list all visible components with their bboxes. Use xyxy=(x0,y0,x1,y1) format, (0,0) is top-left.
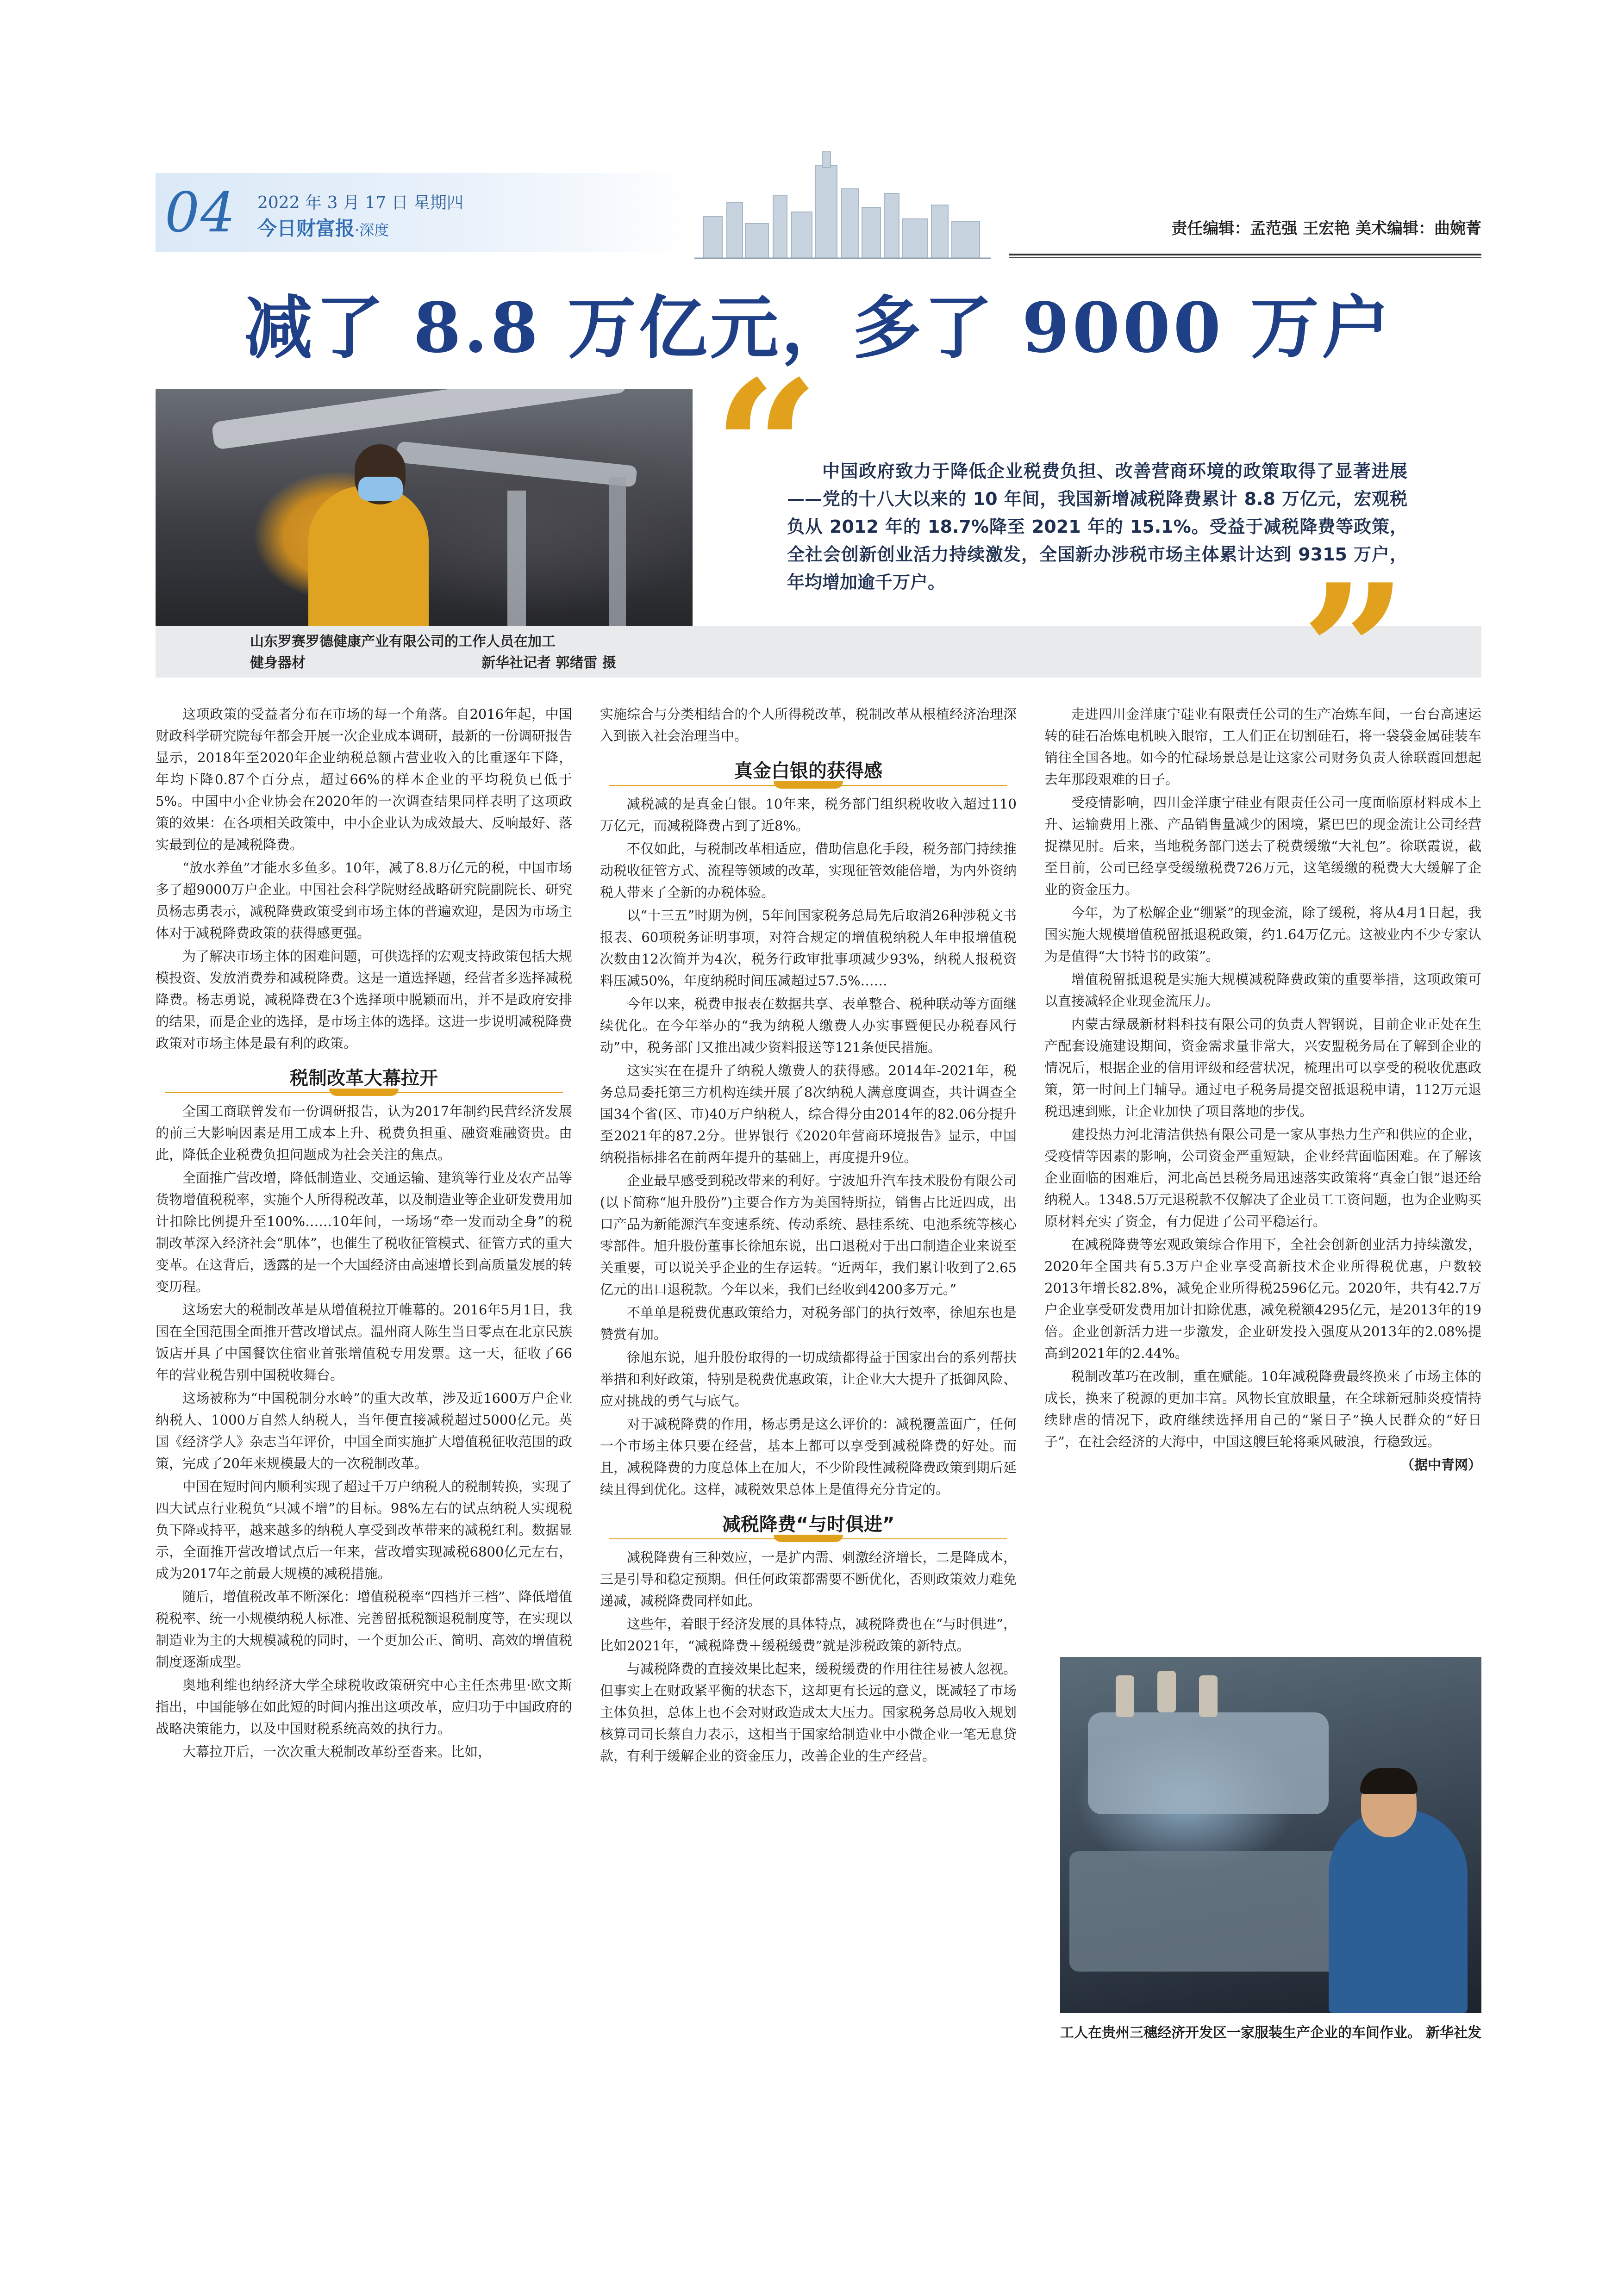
article-paragraph: 大幕拉开后，一次次重大税制改革纷至沓来。比如， xyxy=(182,1744,492,1760)
col2-paragraphs-b xyxy=(600,793,1017,1500)
factory-photo-caption xyxy=(1060,2022,1481,2069)
factory-photo-caption-text: 工人在贵州三穗经济开发区一家服装生产企业的车间作业。 xyxy=(1060,2025,1421,2041)
issue-date: 2022 年 3 月 17 日 星期四 xyxy=(257,193,463,212)
article-paragraph: 走进四川金洋康宁硅业有限责任公司的生产冶炼车间，一台台高速运转的硅石冶炼电机映入眼帘，工人们正在切割硅石，将一袋袋金属硅装车销往全国各地。如今的忙碌场景总是让这家公司财务负责人徐联霞回想起去年那段艰难的日子。 xyxy=(1044,706,1481,787)
article-paragraph: 这场被称为“中国税制分水岭”的重大改革，涉及近1600万户企业纳税人、1000万自然人纳税人，当年便直接减税超过5000亿元。英国《经济学人》杂志当年评价，中国全面实施扩大增值税征收范围的政策，完成了20年来规模最大的一次税制改革。 xyxy=(156,1390,572,1471)
pull-quote: 中国政府致力于降低企业税费负担、改善营商环境的政策取得了显著进展——党的十八大以来的 10 年间，我国新增减税降费累计 8.8 万亿元，宏观税负从 2012 年的 18.7%降至 2021 年的 15.1%。受益于减税降费等政策，全社会创新创业活力持续激发，全国新办涉税市场主体累计达到 9315 万户，年均增加逾千万户。 xyxy=(787,461,1407,592)
section-title-2-text: 真金白银的获得感 xyxy=(734,760,882,782)
page-number: 04 xyxy=(165,180,237,244)
article-paragraph: 实施综合与分类相结合的个人所得税改革，税制改革从根植经济治理深入到嵌入社会治理当中。 xyxy=(600,706,1017,744)
article-paragraph: 企业最早感受到税改带来的利好。宁波旭升汽车技术股份有限公司(以下简称“旭升股份”)主要合作方为美国特斯拉，销售占比近四成，出口产品为新能源汽车变速系统、传动系统、悬挂系统、电池系统等核心零部件。旭升股份董事长徐旭东说，出口退税对于出口制造企业来说至关重要，可以说关乎企业的生存运转。“近两年，我们累计收到了2.65亿元的出口退税款。今年以来，我们已经收到4200多万元。” xyxy=(600,1173,1017,1297)
section-name-main: 今日财富报 xyxy=(257,217,355,240)
section-name xyxy=(257,217,498,241)
headline: 减了 8.8 万亿元，多了 9000 万户 xyxy=(244,287,1393,368)
lead-caption-line2: 健身器材 xyxy=(250,655,306,671)
skyline-illustration xyxy=(694,147,991,259)
article-paragraph: 与减税降费的直接效果比起来，缓税缓费的作用往往易被人忽视。但事实上在财政紧平衡的状态下，这却更有长远的意义，既减轻了市场主体负担，总体上也不会对财政造成太大压力。国家税务总局收入规划核算司司长蔡自力表示，这相当于国家给制造业中小微企业一笔无息贷款，有利于缓解企业的资金压力，改善企业的生产经营。 xyxy=(600,1661,1017,1764)
article-paragraph: 减税降费有三种效应，一是扩内需、刺激经济增长，二是降成本，三是引导和稳定预期。但任何政策都需要不断优化，否则政策效力难免递减，减税降费同样如此。 xyxy=(600,1549,1017,1609)
section-name-sub: ·深度 xyxy=(355,221,389,239)
editors-credit: 责任编辑：孟范强 王宏艳 美术编辑：曲婉菁 xyxy=(1171,219,1481,238)
article-paragraph: 不单单是税费优惠政策给力，对税务部门的执行效率，徐旭东也是赞赏有加。 xyxy=(600,1305,1017,1342)
lead-photo-caption xyxy=(250,631,690,676)
lead-caption-line1: 山东罗赛罗德健康产业有限公司的工作人员在加工 xyxy=(250,634,556,650)
article-paragraph: 这实实在在提升了纳税人缴费人的获得感。2014年-2021年，税务总局委托第三方机构连续开展了8次纳税人满意度调查，共计调查全国34个省(区、市)40万户纳税人，综合得分由2014年的82.06分提升至2021年的87.2分。世界银行《2020年营商环境报告》显示，中国纳税指标排名在前两年提升的基础上，再度提升9位。 xyxy=(600,1063,1017,1165)
article-paragraph: 全国工商联曾发布一份调研报告，认为2017年制约民营经济发展的前三大影响因素是用工成本上升、税费负担重、融资难融资贵。由此，降低企业税费负担问题成为社会关注的焦点。 xyxy=(156,1103,572,1163)
article-paragraph: 增值税留抵退税是实施大规模减税降费政策的重要举措，这项政策可以直接减轻企业现金流压力。 xyxy=(1044,971,1481,1009)
section-title-2-ornament xyxy=(774,781,843,789)
lead-photo-credit: 新华社记者 郭绪雷 摄 xyxy=(481,655,616,671)
article-paragraph: 今年以来，税费申报表在数据共享、表单整合、税种联动等方面继续优化。在今年举办的“我为纳税人缴费人办实事暨便民办税春风行动”中，税务部门又推出减少资料报送等121条便民措施。 xyxy=(600,996,1017,1055)
article-paragraph: 不仅如此，与税制改革相适应，借助信息化手段，税务部门持续推动税收征管方式、流程等领域的改革，实现征管效能倍增，为内外资纳税人带来了全新的办税体验。 xyxy=(600,841,1017,900)
article-paragraph: 随后，增值税改革不断深化：增值税税率“四档并三档”、降低增值税税率、统一小规模纳税人标准、完善留抵税额退税制度等，在实现以制造业为主的大规模减税的同时，一个更加公正、简明、高效的增值税制度逐渐成型。 xyxy=(156,1589,572,1670)
article-paragraph: 对于减税降费的作用，杨志勇是这么评价的：减税覆盖面广，任何一个市场主体只要在经营，基本上都可以享受到减税降费的好处。而且，减税降费的力度总体上在加大，不少阶段性减税降费政策到期后延续且得到优化。这样，减税效果总体上是值得充分肯定的。 xyxy=(600,1416,1017,1497)
section-title-1 xyxy=(156,1064,572,1092)
col3-paragraphs xyxy=(1044,703,1481,1453)
section-title-1-ornament xyxy=(329,1089,399,1096)
col1-paragraphs-b xyxy=(156,1101,572,1763)
article-paragraph: 这些年，着眼于经济发展的具体特点，减税降费也在“与时俱进”，比如2021年，“减税降费＋缓税缓费”就是涉税政策的新特点。 xyxy=(600,1616,1017,1654)
quote-open-mark: “ xyxy=(713,340,820,558)
article-paragraph: 中国在短时间内顺利实现了超过千万户纳税人的税制转换，实现了四大试点行业税负“只减不增”的目标。98%左右的试点纳税人实现税负下降或持平，越来越多的纳税人享受到改革带来的减税红利。数据显示，全面推开营改增试点后一年来，营改增实现减税6800亿元左右，成为2017年之前最大规模的减税措施。 xyxy=(156,1479,572,1581)
section-title-3 xyxy=(600,1511,1017,1538)
article-paragraph: 内蒙古绿晟新材料科技有限公司的负责人智钢说，目前企业正处在生产配套设施建设期间，资金需求量非常大，兴安盟税务局在了解到企业的情况后，根据企业的信用评级和经营状况，梳理出可以享受的税收优惠政策，第一时间上门辅导。通过电子税务局提交留抵退税申请，112万元退税迅速到账，让企业加快了项目落地的步伐。 xyxy=(1044,1016,1481,1119)
section-title-3-text: 减税降费“与时俱进” xyxy=(722,1514,895,1535)
factory-photo-credit: 新华社发 xyxy=(1426,2025,1481,2041)
article-paragraph: 建投热力河北清洁供热有限公司是一家从事热力生产和供应的企业，受疫情等因素的影响，公司资金严重短缺，企业经营面临困难。在了解该企业面临的困难后，河北高邑县税务局迅速落实政策将“真金白银”退还给纳税人。1348.5万元退税款不仅解决了企业员工工资问题，也为企业购买原材料充实了资金，有力促进了公司平稳运行。 xyxy=(1044,1126,1481,1229)
article-paragraph: 在减税降费等宏观政策综合作用下，全社会创新创业活力持续激发，2020年全国共有5.3万户企业享受高新技术企业所得税优惠，户数较2013年增长82.8%，减免企业所得税2596亿元。2020年，共有42.7万户企业享受研发费用加计扣除优惠，减免税额4295亿元，是2013年的19倍。企业创新活力进一步激发，企业研发投入强度从2013年的2.08%提高到2021年的2.44%。 xyxy=(1044,1237,1481,1361)
section-title-2 xyxy=(600,757,1017,785)
article-column-3 xyxy=(1044,703,1481,1648)
article-paragraph: 奥地利维也纳经济大学全球税收政策研究中心主任杰弗里·欧文斯指出，中国能够在如此短的时间内推出这项改革，应归功于中国政府的战略决策能力，以及中国财税系统高效的执行力。 xyxy=(156,1677,572,1736)
article-column-2 xyxy=(600,703,1017,2194)
factory-photo xyxy=(1060,1657,1481,2013)
section-title-1-text: 税制改革大幕拉开 xyxy=(290,1068,438,1089)
quote-close-mark: ” xyxy=(1301,544,1408,761)
lead-photo xyxy=(156,389,693,626)
article-paragraph: 全面推广营改增，降低制造业、交通运输、建筑等行业及农产品等货物增值税税率，实施个人所得税改革，以及制造业等企业研发费用加计扣除比例提升至100%……10年间，一场场“牵一发而动全身”的税制改革深入经济社会“肌体”，也催生了税收征管模式、征管方式的重大变革。在这背后，透露的是一个大国经济由高速增长到高质量发展的转变历程。 xyxy=(156,1170,572,1294)
header-rule-thin xyxy=(1009,257,1481,258)
col2-paragraphs-c xyxy=(600,1547,1017,1767)
article-paragraph: 这项政策的受益者分布在市场的每一个角落。自2016年起，中国财政科学研究院每年都会开展一次企业成本调研，最新的一份调研报告显示，2018年至2020年企业纳税总额占营业收入的比重逐年下降，年均下降0.87个百分点，超过66%的样本企业的平均税负已低于5%。中国中小企业协会在2020年的一次调查结果同样表明了这项政策的效果：在各项相关政策中，中小企业认为成效最大、反响最好、落实最到位的是减税降费。 xyxy=(156,706,572,852)
article-paragraph: 为了解决市场主体的困难问题，可供选择的宏观支持政策包括大规模投资、发放消费券和减税降费。这是一道选择题，经营者多选择减税降费。杨志勇说，减税降费在3个选择项中脱颖而出，并不是政府安排的结果，而是企业的选择，是市场主体的选择。这进一步说明减税降费政策对市场主体是最有利的政策。 xyxy=(156,948,572,1051)
section-title-3-ornament xyxy=(774,1535,843,1542)
article-paragraph: 徐旭东说，旭升股份取得的一切成绩都得益于国家出台的系列帮扶举措和利好政策，特别是税费优惠政策，让企业大大提升了抵御风险、应对挑战的勇气与底气。 xyxy=(600,1350,1017,1409)
col2-paragraphs-a xyxy=(600,703,1017,747)
header-rule xyxy=(1009,254,1481,255)
article-column-1 xyxy=(156,703,572,2194)
article-paragraph: 这场宏大的税制改革是从增值税拉开帷幕的。2016年5月1日，我国在全国范围全面推开营改增试点。温州商人陈生当日零点在北京民族饭店开具了中国餐饮住宿业首张增值税专用发票。这一天，征收了66年的营业税告别中国税收舞台。 xyxy=(156,1302,572,1383)
col1-paragraphs xyxy=(156,703,572,1054)
article-paragraph: 税制改革巧在改制，重在赋能。10年减税降费最终换来了市场主体的成长，换来了税源的更加丰富。风物长宜放眼量，在全球新冠肺炎疫情持续肆虐的情况下，政府继续选择用自己的“紧日子”换人民群众的“好日子”，在社会经济的大海中，中国这艘巨轮将乘风破浪，行稳致远。 xyxy=(1044,1369,1481,1450)
article-source: （据中青网） xyxy=(1400,1457,1481,1473)
article-paragraph: “放水养鱼”才能水多鱼多。10年，减了8.8万亿元的税，中国市场多了超9000万户企业。中国社会科学院财经战略研究院副院长、研究员杨志勇表示，减税降费政策受到市场主体的普遍欢迎，是因为市场主体对于减税降费政策的获得感更强。 xyxy=(156,860,572,941)
article-paragraph: 今年，为了松解企业“绷紧”的现金流，除了缓税，将从4月1日起，我国实施大规模增值税留抵退税政策，约1.64万亿元。这被业内不少专家认为是值得“大书特书的政策”。 xyxy=(1044,905,1481,964)
article-paragraph: 以“十三五”时期为例，5年间国家税务总局先后取消26种涉税文书报表、60项税务证明事项，对符合规定的增值税纳税人年申报增值税次数由12次简并为4次，税务行政审批事项减少93%，纳税人报税资料压减50%，年度纳税时间压减超过57.5%…… xyxy=(600,908,1017,989)
article-paragraph: 受疫情影响，四川金洋康宁硅业有限责任公司一度面临原材料成本上升、运输费用上涨、产品销售量减少的困境，紧巴巴的现金流让公司经营捉襟见肘。后来，当地税务部门送去了税费缓缴“大礼包”。徐联霞说，截至目前，公司已经享受缓缴税费726万元，这笔缓缴的税费大大缓解了企业的资金压力。 xyxy=(1044,795,1481,897)
article-paragraph: 减税减的是真金白银。10年来，税务部门组织税收收入超过110万亿元，而减税降费占到了近8%。 xyxy=(600,796,1017,834)
